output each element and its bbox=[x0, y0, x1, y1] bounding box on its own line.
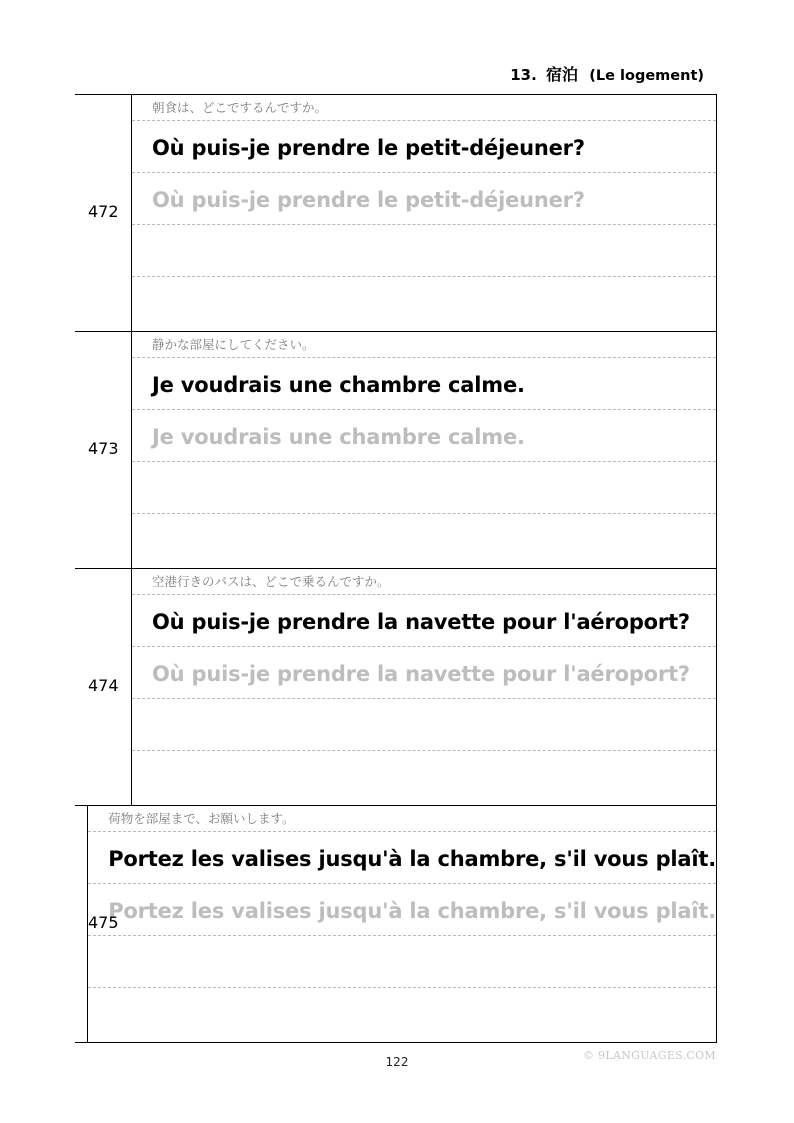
writing-line[interactable] bbox=[132, 462, 716, 514]
french-trace-sentence: Où puis-je prendre le petit-déjeuner? bbox=[132, 173, 716, 225]
entry-number-cell bbox=[75, 806, 119, 1042]
entry-number-cell bbox=[75, 332, 132, 568]
section-number: 13. bbox=[510, 66, 537, 84]
french-sentence: Je voudrais une chambre calme. bbox=[132, 358, 716, 410]
writing-line[interactable] bbox=[132, 277, 716, 329]
copyright-watermark: © 9LANGUAGES.COM bbox=[583, 1049, 716, 1062]
entry-row bbox=[75, 332, 716, 569]
writing-line[interactable] bbox=[132, 699, 716, 751]
entry-number: 473 bbox=[88, 439, 119, 458]
writing-line[interactable] bbox=[88, 988, 716, 1040]
entry-lines bbox=[132, 569, 716, 805]
french-sentence: Où puis-je prendre le petit-déjeuner? bbox=[132, 121, 716, 173]
entry-number: 472 bbox=[88, 202, 119, 221]
entry-row bbox=[75, 95, 716, 332]
writing-line[interactable] bbox=[132, 751, 716, 803]
french-sentence: Portez les valises jusqu'à la chambre, s'il vous plaît. bbox=[88, 832, 716, 884]
french-trace-sentence: Je voudrais une chambre calme. bbox=[132, 410, 716, 462]
section-title-french: (Le logement) bbox=[589, 68, 704, 84]
french-sentence: Où puis-je prendre la navette pour l'aéroport? bbox=[132, 595, 716, 647]
practice-table bbox=[75, 94, 717, 1043]
entry-row bbox=[75, 569, 716, 806]
entry-lines bbox=[88, 806, 716, 1042]
section-header bbox=[510, 62, 704, 85]
japanese-sentence: 空港行きのバスは、どこで乗るんですか。 bbox=[132, 569, 716, 595]
writing-line[interactable] bbox=[88, 936, 716, 988]
entry-number: 474 bbox=[88, 676, 119, 695]
entry-number-cell bbox=[75, 569, 132, 805]
entry-number-cell bbox=[75, 95, 132, 331]
japanese-sentence: 静かな部屋にしてください。 bbox=[132, 332, 716, 358]
french-trace-sentence: Où puis-je prendre la navette pour l'aéroport? bbox=[132, 647, 716, 699]
entry-lines bbox=[132, 332, 716, 568]
japanese-sentence: 朝食は、どこでするんですか。 bbox=[132, 95, 716, 121]
entry-row bbox=[75, 806, 716, 1043]
entry-lines bbox=[132, 95, 716, 331]
section-title-japanese: 宿泊 bbox=[546, 65, 579, 84]
japanese-sentence: 荷物を部屋まで、お願いします。 bbox=[88, 806, 716, 832]
entry-number: 475 bbox=[88, 913, 119, 932]
writing-line[interactable] bbox=[132, 514, 716, 566]
page-number: 122 bbox=[385, 1055, 409, 1069]
writing-line[interactable] bbox=[132, 225, 716, 277]
french-trace-sentence: Portez les valises jusqu'à la chambre, s'il vous plaît. bbox=[88, 884, 716, 936]
